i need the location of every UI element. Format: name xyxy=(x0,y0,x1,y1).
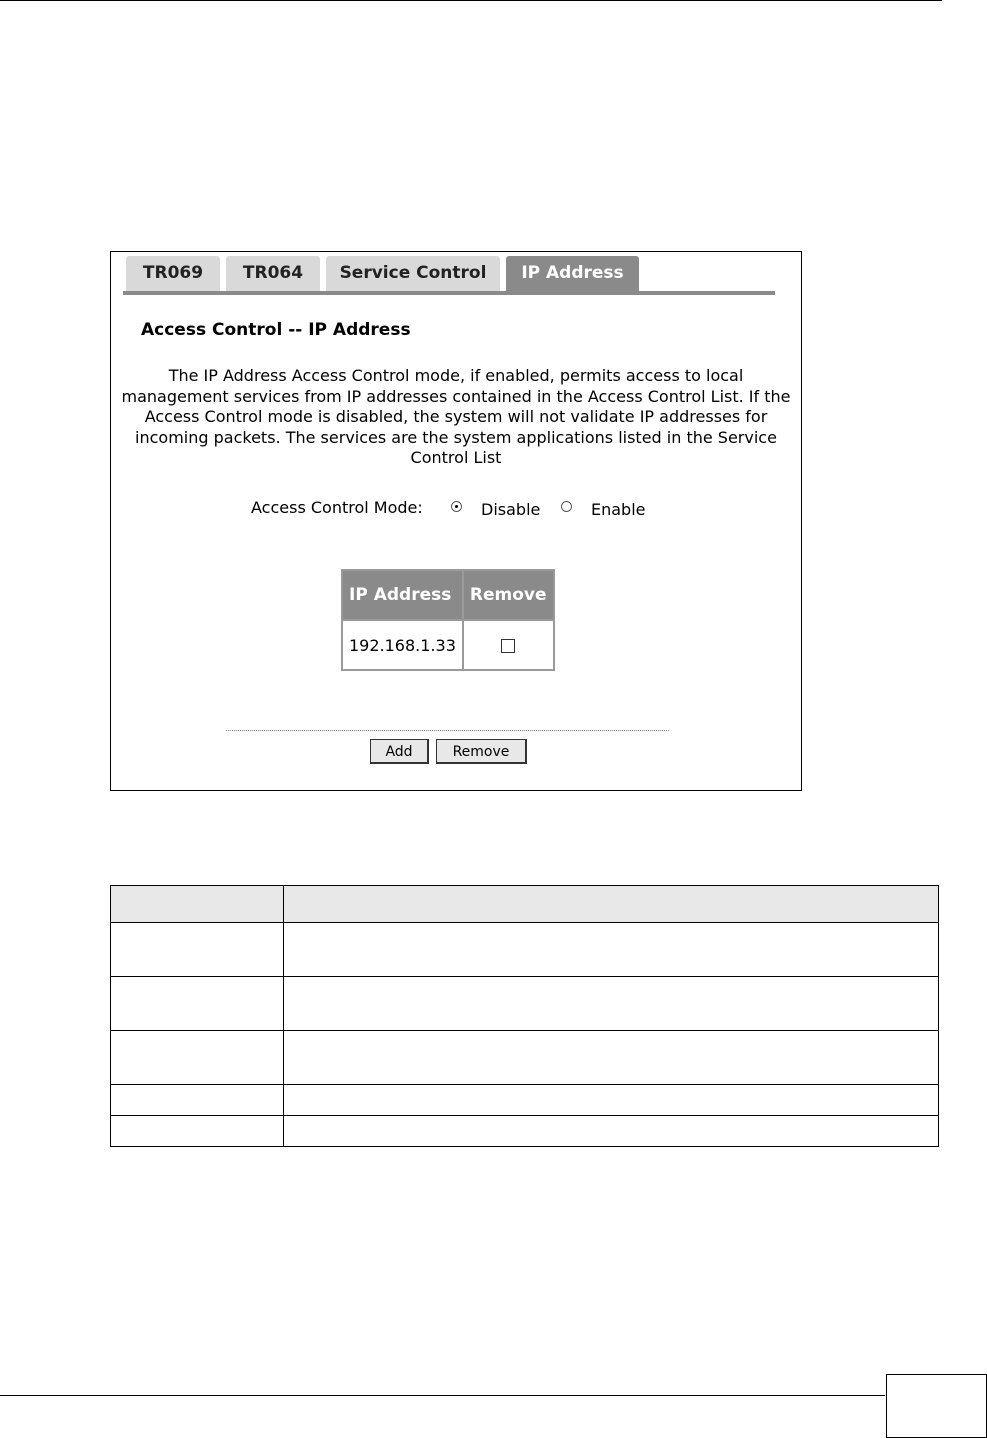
table-cell xyxy=(284,1116,939,1147)
tab-service-control[interactable]: Service Control xyxy=(326,256,500,291)
table-row xyxy=(342,620,554,670)
disable-radio[interactable] xyxy=(451,501,462,512)
add-button[interactable]: Add xyxy=(370,739,429,764)
disable-radio-label: Disable xyxy=(481,500,541,519)
screenshot-frame xyxy=(110,251,802,791)
table-cell xyxy=(111,923,284,977)
table-cell xyxy=(111,886,284,923)
table-cell xyxy=(284,923,939,977)
table-row xyxy=(111,977,939,1031)
enable-radio[interactable] xyxy=(561,501,572,512)
table-header-row xyxy=(342,570,554,620)
tab-tr069[interactable]: TR069 xyxy=(126,256,220,291)
enable-radio-label: Enable xyxy=(591,500,646,519)
tab-bar xyxy=(123,256,775,294)
remove-cell xyxy=(463,620,554,670)
table-cell xyxy=(111,1116,284,1147)
access-control-mode-row xyxy=(111,498,801,520)
page-bottom-rule xyxy=(0,1395,885,1396)
table-cell xyxy=(284,886,939,923)
table-cell xyxy=(284,1031,939,1085)
table-row xyxy=(111,1031,939,1085)
remove-button[interactable]: Remove xyxy=(436,739,527,764)
access-control-list-table xyxy=(341,569,555,671)
remove-column-header: Remove xyxy=(463,570,554,620)
table-cell xyxy=(111,1085,284,1116)
table-cell xyxy=(284,977,939,1031)
field-description-table xyxy=(110,885,939,1147)
section-title: Access Control -- IP Address xyxy=(141,320,411,340)
table-cell xyxy=(284,1085,939,1116)
access-control-mode-label: Access Control Mode: xyxy=(251,498,423,517)
ip-address-column-header: IP Address xyxy=(342,570,463,620)
tab-tr064[interactable]: TR064 xyxy=(226,256,320,291)
ip-address-cell: 192.168.1.33 xyxy=(342,620,463,670)
table-row xyxy=(111,923,939,977)
tab-ip-address[interactable]: IP Address xyxy=(506,256,639,291)
table-cell xyxy=(111,977,284,1031)
page-number-box xyxy=(886,1374,987,1438)
dotted-divider xyxy=(226,730,669,731)
remove-checkbox[interactable] xyxy=(501,639,515,653)
description-text: The IP Address Access Control mode, if enabled, permits access to local management services from IP addresses contained in the Access Control List. If the Access Control mode is disabled, the system will not validate IP addresses for incoming packets. The services are the system applications listed in the Service Control List xyxy=(121,366,791,467)
table-header-row xyxy=(111,886,939,923)
table-row xyxy=(111,1085,939,1116)
page-top-rule xyxy=(0,0,942,1)
table-cell xyxy=(111,1031,284,1085)
tab-underline xyxy=(123,291,775,295)
table-row xyxy=(111,1116,939,1147)
